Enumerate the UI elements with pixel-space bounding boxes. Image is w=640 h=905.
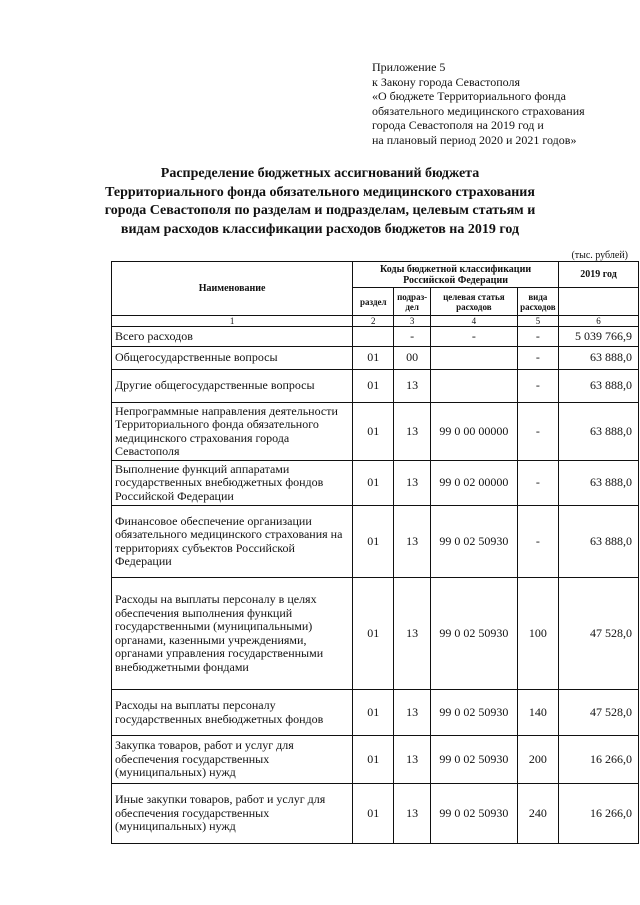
column-numbers-row (112, 316, 639, 327)
budget-table (111, 261, 639, 844)
table-row (112, 578, 639, 690)
row-amount: 47 528,0 (558, 578, 638, 690)
table-row (112, 327, 639, 347)
appendix-line: Приложение 5 (372, 60, 446, 74)
row-target: 99 0 02 50930 (430, 690, 517, 736)
row-type: 200 (517, 736, 558, 784)
row-target (430, 370, 517, 403)
row-type: - (517, 506, 558, 578)
row-type: - (517, 403, 558, 461)
row-section: 01 (353, 578, 394, 690)
header-section: раздел (353, 288, 394, 316)
row-type: 100 (517, 578, 558, 690)
row-name: Иные закупки товаров, работ и услуг для обеспечения государственных (муниципальных) нужд (112, 784, 353, 844)
row-amount: 16 266,0 (558, 784, 638, 844)
row-section: 01 (353, 506, 394, 578)
row-target: 99 0 02 00000 (430, 461, 517, 506)
row-amount: 63 888,0 (558, 347, 638, 370)
row-type: 240 (517, 784, 558, 844)
row-name: Всего расходов (112, 327, 353, 347)
header-codes: Коды бюджетной классификации Российской Федерации (353, 262, 559, 288)
row-target: 99 0 02 50930 (430, 578, 517, 690)
row-amount: 5 039 766,9 (558, 327, 638, 347)
row-target (430, 347, 517, 370)
column-number: 5 (517, 316, 558, 327)
row-subsection: 13 (394, 370, 431, 403)
row-type: - (517, 461, 558, 506)
row-name: Другие общегосударственные вопросы (112, 370, 353, 403)
row-target: 99 0 02 50930 (430, 784, 517, 844)
row-type: - (517, 327, 558, 347)
title-line: Территориального фонда обязательного медицинского страхования (105, 184, 535, 200)
column-number: 3 (394, 316, 431, 327)
row-subsection: 00 (394, 347, 431, 370)
row-target: - (430, 327, 517, 347)
row-type: - (517, 370, 558, 403)
column-number: 2 (353, 316, 394, 327)
title-line: видам расходов классификации расходов бюджетов на 2019 год (120, 221, 520, 237)
table-row (112, 506, 639, 578)
row-name: Расходы на выплаты персоналу в целях обеспечения выполнения функций государственными (муниципальными) органами, казенными учреждениями, органами управления государственными внебюджетными фондами (112, 578, 353, 690)
header-type: вида расходов (517, 288, 558, 316)
row-subsection: 13 (394, 690, 431, 736)
row-name: Непрограммные направления деятельности Территориального фонда обязательного медицинского страхования города Севастополя (112, 403, 353, 461)
row-name: Закупка товаров, работ и услуг для обеспечения государственных (муниципальных) нужд (112, 736, 353, 784)
row-section: 01 (353, 370, 394, 403)
row-name: Общегосударственные вопросы (112, 347, 353, 370)
row-subsection: - (394, 327, 431, 347)
appendix-line: на плановый период 2020 и 2021 годов» (372, 132, 577, 147)
row-amount: 63 888,0 (558, 403, 638, 461)
table-row (112, 690, 639, 736)
row-subsection: 13 (394, 578, 431, 690)
header-name: Наименование (112, 262, 353, 316)
title-line: города Севастополя по разделам и подразделам, целевым статьям и (104, 203, 536, 218)
row-type: - (517, 347, 558, 370)
row-subsection: 13 (394, 461, 431, 506)
row-target: 99 0 02 50930 (430, 736, 517, 784)
row-section: 01 (353, 690, 394, 736)
row-name: Выполнение функций аппаратами государственных внебюджетных фондов Российской Федерации (112, 461, 353, 506)
header-subsection: подраз-дел (394, 288, 431, 316)
row-section (353, 327, 394, 347)
row-amount: 63 888,0 (558, 370, 638, 403)
title-line: Распределение бюджетных ассигнований бюджета (160, 166, 480, 181)
row-subsection: 13 (394, 736, 431, 784)
row-section: 01 (353, 736, 394, 784)
row-amount: 16 266,0 (558, 736, 638, 784)
appendix-note (372, 60, 585, 147)
row-target: 99 0 02 50930 (430, 506, 517, 578)
row-name: Финансовое обеспечение организации обязательного медицинского страхования на территориях субъектов Российской Федерации (112, 506, 353, 578)
appendix-line: обязательного медицинского страхования (372, 103, 585, 118)
row-amount: 47 528,0 (558, 690, 638, 736)
table-row (112, 403, 639, 461)
header-year: 2019 год (558, 262, 638, 288)
row-amount: 63 888,0 (558, 461, 638, 506)
header-year-empty (558, 288, 638, 316)
table-row (112, 370, 639, 403)
appendix-line: города Севастополя на 2019 год и (372, 118, 544, 132)
row-subsection: 13 (394, 403, 431, 461)
table-row (112, 736, 639, 784)
table-row (112, 347, 639, 370)
table-row (112, 784, 639, 844)
row-target: 99 0 00 00000 (430, 403, 517, 461)
row-section: 01 (353, 403, 394, 461)
appendix-line: «О бюджете Территориального фонда (372, 89, 566, 103)
row-subsection: 13 (394, 784, 431, 844)
appendix-line: к Закону города Севастополя (372, 74, 521, 89)
row-section: 01 (353, 347, 394, 370)
column-number: 6 (558, 316, 638, 327)
row-section: 01 (353, 784, 394, 844)
row-name: Расходы на выплаты персоналу государственных внебюджетных фондов (112, 690, 353, 736)
row-section: 01 (353, 461, 394, 506)
header-target: целевая статья расходов (430, 288, 517, 316)
row-type: 140 (517, 690, 558, 736)
units-label: (тыс. рублей) (571, 250, 628, 261)
document-title (100, 165, 540, 239)
column-number: 1 (112, 316, 353, 327)
row-subsection: 13 (394, 506, 431, 578)
row-amount: 63 888,0 (558, 506, 638, 578)
column-number: 4 (430, 316, 517, 327)
table-row (112, 461, 639, 506)
